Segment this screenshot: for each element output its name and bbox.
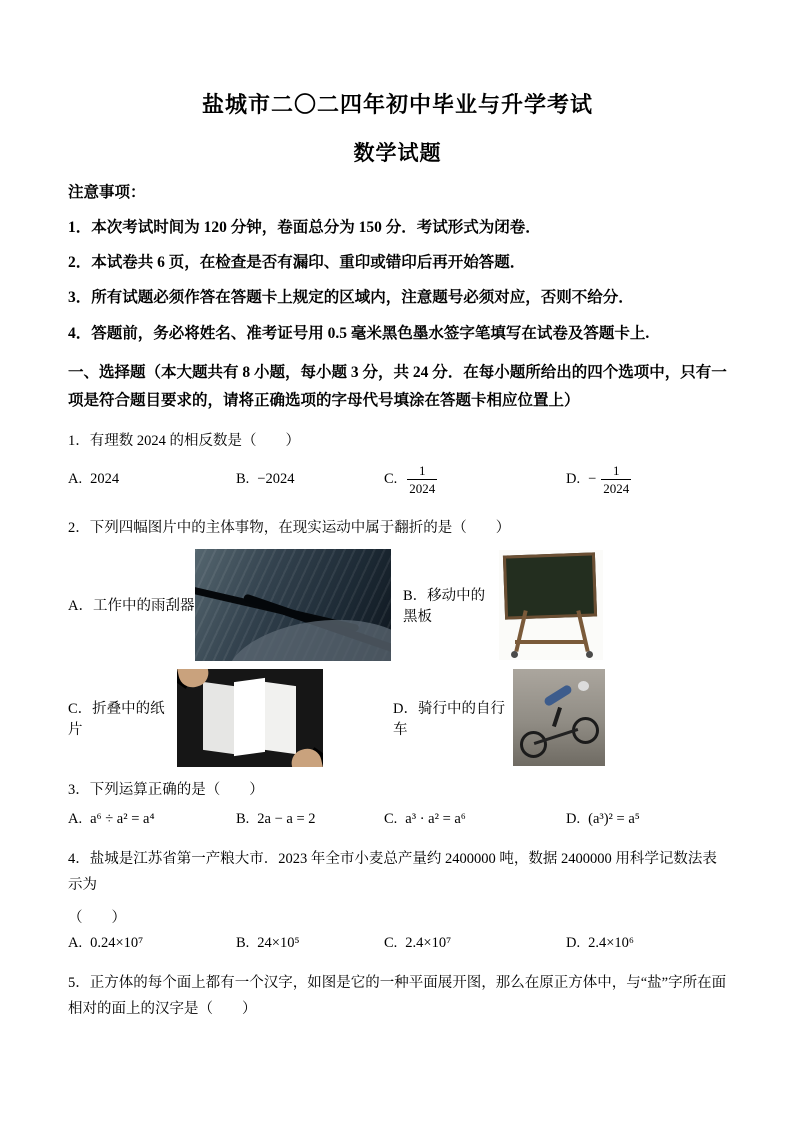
blackboard-wheel-shape [511, 651, 518, 658]
q3-option-b-label: B. [236, 810, 250, 827]
q1-option-d-label: D. [566, 471, 581, 487]
q3-option-d-value: (a³)² = a⁵ [588, 810, 640, 827]
q4-option-c-label: C. [384, 935, 398, 952]
q3-option-a-label: A. [68, 810, 83, 827]
question-1-options [68, 463, 727, 497]
q3-option-a [68, 811, 236, 828]
question-2-text: 2．下列四幅图片中的主体事物，在现实运动中属于翻折的是（ ） [68, 519, 511, 536]
q3-option-c-value: a³ · a² = a⁶ [405, 810, 466, 827]
notice-heading: 注意事项： [68, 184, 146, 201]
fraction-numerator: 1 [407, 463, 437, 481]
q2-option-c-label: C．折叠中的纸片 [68, 700, 165, 738]
q4-option-a [68, 935, 236, 952]
q2-option-d-label: D．骑行中的自行车 [393, 700, 505, 738]
exam-subtitle: 数学试题 [353, 141, 442, 165]
question-3-text: 3．下列运算正确的是（ ） [68, 781, 264, 798]
question-4-options [68, 935, 727, 952]
q3-option-c-label: C. [384, 810, 398, 827]
q3-option-a-value: a⁶ ÷ a² = a⁴ [90, 810, 155, 827]
q3-option-d [566, 811, 727, 828]
exam-title: 盐城市二〇二四年初中毕业与升学考试 [201, 92, 593, 117]
fraction-denominator: 2024 [409, 481, 436, 497]
blackboard-image [499, 550, 603, 660]
question-2-row-1 [68, 549, 727, 661]
wiper-image [195, 549, 391, 661]
folded-paper-image [177, 669, 323, 767]
q4-option-a-value: 0.24×10⁷ [90, 935, 144, 952]
q4-option-d-value: 2.4×10⁶ [588, 935, 634, 952]
paper-panel-shape [203, 682, 234, 754]
q4-option-d-label: D. [566, 935, 581, 952]
question-4-answer-blank: （ ） [68, 910, 126, 927]
q4-option-c [384, 935, 566, 952]
rider-leg-shape [552, 707, 562, 727]
q1-option-b-value: −2024 [257, 471, 295, 488]
q4-option-d [566, 935, 727, 952]
q4-option-b-label: B. [236, 935, 250, 952]
q1-option-b [236, 471, 384, 488]
q1-option-b-label: B. [236, 471, 250, 488]
question-5-text: 5．正方体的每个面上都有一个汉字，如图是它的一种平面展开图，那么在原正方体中，与“盐”字所在面相对的面上的汉字是（ ） [68, 975, 727, 1018]
q2-option-b-label: B．移动中的黑板 [403, 587, 486, 625]
question-4 [68, 846, 727, 952]
paper-panel-shape [234, 678, 265, 756]
bicycle-image [513, 669, 605, 766]
q3-option-d-label: D. [566, 810, 581, 827]
q1-option-a-value: 2024 [90, 471, 120, 488]
q3-option-b-value: 2a − a = 2 [257, 810, 316, 827]
q1-option-c [384, 463, 566, 497]
notice-block [68, 183, 727, 344]
fraction-numerator: 1 [601, 463, 631, 481]
blackboard-bar-shape [515, 640, 585, 644]
q1-option-a [68, 471, 236, 488]
bike-wheel-shape [520, 731, 547, 758]
q1-option-c-fraction [407, 463, 437, 497]
fraction-denominator: 2024 [603, 481, 630, 497]
q1-option-c-label: C. [384, 471, 398, 487]
q1-option-d [566, 463, 727, 497]
question-1 [68, 428, 727, 496]
q4-option-b [236, 935, 384, 952]
paper-panel-shape [265, 682, 296, 754]
blackboard-panel-shape [503, 552, 597, 619]
notice-item-4: 4．答题前，务必将姓名、准考证号用 0.5 毫米黑色墨水签字笔填写在试卷及答题卡上. [68, 324, 650, 342]
rider-body-shape [543, 684, 573, 708]
section-heading: 一、选择题（本大题共有 8 小题，每小题 3 分，共 24 分．在每小题所给出的四个选项中，只有一项是符合题目要求的，请将正确选项的字母代号填涂在答题卡相应位置上） [68, 363, 727, 409]
blackboard-wheel-shape [586, 651, 593, 658]
notice-item-3: 3．所有试题必须作答在答题卡上规定的区域内，注意题号必须对应，否则不给分． [68, 289, 634, 307]
q3-option-b [236, 811, 384, 828]
rider-helmet-shape [578, 681, 589, 691]
q3-option-c [384, 811, 566, 828]
q4-option-b-value: 24×10⁵ [257, 935, 300, 952]
notice-item-1: 1．本次考试时间为 120 分钟，卷面总分为 150 分．考试形式为闭卷． [68, 219, 541, 237]
q2-option-a-label: A．工作中的雨刮器 [68, 598, 195, 615]
q1-option-d-fraction [601, 463, 631, 497]
question-2 [68, 515, 727, 767]
question-2-row-2 [68, 669, 727, 767]
question-5 [68, 970, 727, 1022]
q1-option-a-label: A. [68, 471, 83, 488]
question-1-text: 1．有理数 2024 的相反数是（ ） [68, 433, 300, 450]
q1-option-d-sign: − [588, 471, 597, 488]
question-4-text: 4．盐城是江苏省第一产粮大市．2023 年全市小麦总产量约 2400000 吨，数据 2400000 用科学记数法表示为 [68, 850, 717, 894]
question-3 [68, 777, 727, 828]
notice-item-2: 2．本试卷共 6 页，在检查是否有漏印、重印或错印后再开始答题． [68, 254, 526, 272]
q4-option-c-value: 2.4×10⁷ [405, 935, 452, 952]
question-3-options [68, 811, 727, 828]
q4-option-a-label: A. [68, 935, 83, 952]
